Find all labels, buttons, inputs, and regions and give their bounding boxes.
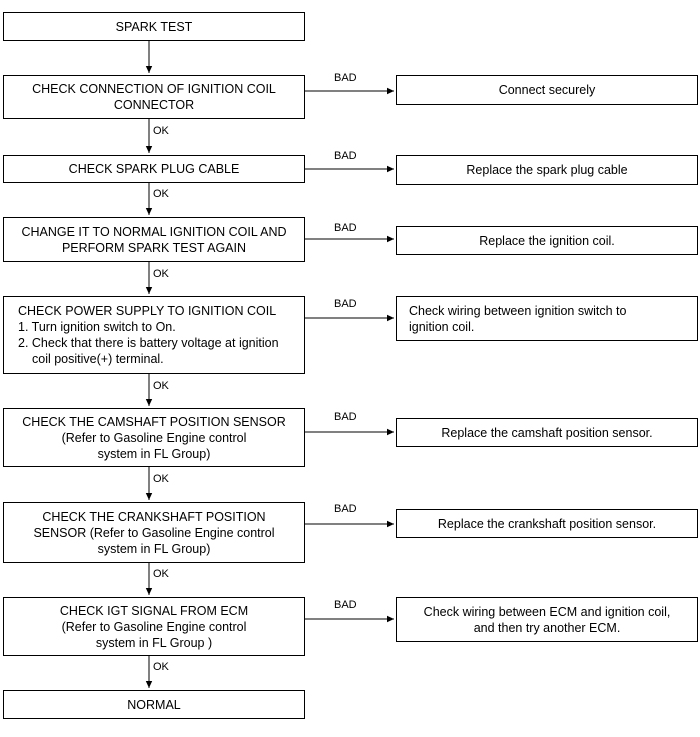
result-line: Replace the ignition coil. xyxy=(479,233,615,248)
ok-label: OK xyxy=(153,188,169,200)
check-line: CHECK THE CAMSHAFT POSITION SENSOR xyxy=(22,414,286,429)
start-text: SPARK TEST xyxy=(115,19,193,34)
end-text: NORMAL xyxy=(127,697,181,712)
check-line: CHECK SPARK PLUG CABLE xyxy=(68,162,240,176)
result-line: Check wiring between ECM and ignition coil, xyxy=(423,604,671,619)
result-line: and then try another ECM. xyxy=(473,620,621,635)
result-line: Replace the crankshaft position sensor. xyxy=(437,516,657,531)
bad-label: BAD xyxy=(334,503,357,515)
check-line: coil positive(+) terminal. xyxy=(32,352,164,366)
check-line: system in FL Group ) xyxy=(95,635,213,650)
start-box xyxy=(3,12,305,41)
result-line: Connect securely xyxy=(498,83,596,97)
check-line: system in FL Group) xyxy=(97,541,211,556)
check-line: 2. Check that there is battery voltage at ignition xyxy=(18,336,279,350)
bad-label: BAD xyxy=(334,599,357,611)
result-box-connect-securely xyxy=(396,75,698,105)
bad-label: BAD xyxy=(334,222,357,234)
ok-label: OK xyxy=(153,125,169,137)
check-line: CHECK CONNECTION OF IGNITION COIL xyxy=(32,82,276,96)
bad-label: BAD xyxy=(334,72,357,84)
check-box-spark-plug-cable xyxy=(3,155,305,183)
check-box-ignition-coil-connector xyxy=(3,75,305,119)
check-line: CHANGE IT TO NORMAL IGNITION COIL AND xyxy=(21,224,287,239)
ok-label: OK xyxy=(153,380,169,392)
check-line: CONNECTOR xyxy=(113,98,195,112)
result-line: Replace the camshaft position sensor. xyxy=(441,425,653,440)
result-line: ignition coil. xyxy=(409,320,475,334)
bad-label: BAD xyxy=(334,150,357,162)
ok-label: OK xyxy=(153,268,169,280)
result-line: Check wiring between ignition switch to xyxy=(409,304,627,318)
check-box-power-supply xyxy=(3,296,305,374)
check-line: PERFORM SPARK TEST AGAIN xyxy=(61,240,247,255)
result-box-replace-crankshaft-sensor xyxy=(396,509,698,538)
end-box xyxy=(3,690,305,719)
check-box-spark-test-again xyxy=(3,217,305,262)
result-box-replace-camshaft-sensor xyxy=(396,418,698,447)
ok-label: OK xyxy=(153,568,169,580)
check-line: (Refer to Gasoline Engine control xyxy=(61,430,247,445)
ok-label: OK xyxy=(153,661,169,673)
check-box-igt-signal xyxy=(3,597,305,656)
check-box-crankshaft-sensor xyxy=(3,502,305,563)
check-box-camshaft-sensor xyxy=(3,408,305,467)
result-box-check-wiring-ecm xyxy=(396,597,698,642)
check-line: CHECK THE CRANKSHAFT POSITION xyxy=(42,509,266,524)
result-box-check-wiring-ignition-switch xyxy=(396,296,698,341)
ok-label: OK xyxy=(153,473,169,485)
check-line: CHECK IGT SIGNAL FROM ECM xyxy=(59,603,249,618)
check-line: system in FL Group) xyxy=(97,446,211,461)
check-line: 1. Turn ignition switch to On. xyxy=(18,320,176,334)
bad-label: BAD xyxy=(334,298,357,310)
result-box-replace-spark-plug-cable xyxy=(396,155,698,185)
check-line: (Refer to Gasoline Engine control xyxy=(61,619,247,634)
check-line: SENSOR (Refer to Gasoline Engine control xyxy=(33,525,275,540)
bad-label: BAD xyxy=(334,411,357,423)
result-box-replace-ignition-coil xyxy=(396,226,698,255)
result-line: Replace the spark plug cable xyxy=(466,163,628,177)
check-line: CHECK POWER SUPPLY TO IGNITION COIL xyxy=(18,304,277,318)
